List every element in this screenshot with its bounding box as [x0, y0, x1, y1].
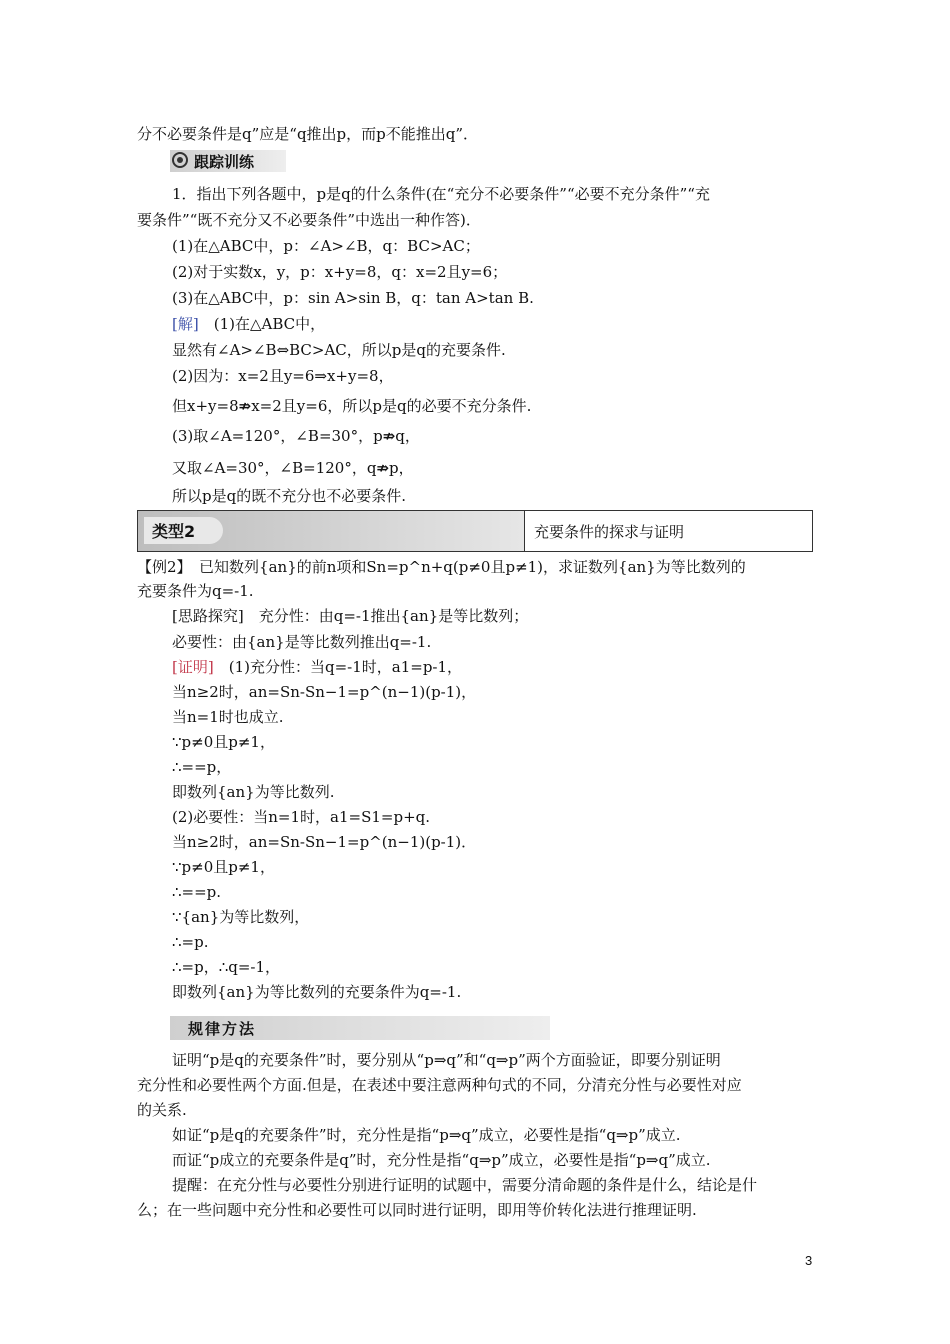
type-label: 类型2 — [144, 517, 223, 544]
proof-line-11: ∵{an}为等比数列， — [172, 908, 310, 926]
exercise-item-1: (1)在△ABC中，p：∠A>∠B，q：BC>AC； — [172, 237, 480, 255]
proof-line-12: ∴=p. — [172, 933, 209, 951]
rule-title: 规律方法 — [188, 1020, 257, 1038]
solution-line-4 — [172, 396, 531, 416]
page-number: 3 — [805, 1253, 813, 1268]
solution-text-5b: q， — [395, 427, 420, 445]
rule-p2: 如证“p是q的充要条件”时，充分性是指“p⇒q”成立，必要性是指“q⇒p”成立. — [172, 1126, 681, 1144]
not-implies-icon: ⇏ — [238, 397, 252, 415]
thinking-text-1: 充分性：由q=-1推出{an}是等比数列； — [258, 607, 529, 625]
not-implies-icon: ⇏ — [376, 459, 390, 477]
proof-line-5: ∴==p， — [172, 758, 232, 776]
proof-line-13: ∴=p，∴q=-1， — [172, 958, 281, 976]
thinking-tag: [思路探究] — [172, 607, 244, 625]
solution-text-4b: x=2且y=6，所以p是q的必要不充分条件. — [251, 397, 532, 415]
thinking-line-2: 必要性：由{an}是等比数列推出q=-1. — [172, 633, 432, 651]
rule-p1-line-1: 证明“p是q的充要条件”时，要分别从“p⇒q”和“q⇒p”两个方面验证，即要分别证明 — [172, 1051, 721, 1069]
rule-banner — [170, 1016, 550, 1040]
proof-line-6: 即数列{an}为等比数列. — [172, 783, 335, 801]
tracking-title: 跟踪训练 — [194, 153, 255, 171]
exercise-item-2: (2)对于实数x，y，p：x+y=8，q：x=2且y=6； — [172, 263, 508, 281]
proof-line-14: 即数列{an}为等比数列的充要条件为q=-1. — [172, 983, 462, 1001]
proof-line-7: (2)必要性：当n=1时，a1=S1=p+q. — [172, 808, 431, 826]
tracking-banner — [170, 150, 286, 172]
solution-text-1: (1)在△ABC中， — [213, 315, 326, 333]
example-line-2: 充要条件为q=-1. — [137, 582, 254, 600]
solution-text-4a: 但x+y=8 — [172, 397, 239, 415]
example-line-1: 【例2】 已知数列{an}的前n项和Sn=p^n+q(p≠0且p≠1)，求证数列{an}为等比数列的 — [137, 558, 746, 576]
not-implies-icon: ⇏ — [382, 427, 396, 445]
solution-line-3: (2)因为：x=2且y=6⇒x+y=8， — [172, 367, 394, 385]
target-icon — [172, 152, 188, 168]
solution-line-1 — [172, 314, 325, 334]
proof-tag: [证明] — [172, 658, 214, 676]
proof-line-9: ∵p≠0且p≠1， — [172, 858, 275, 876]
solution-tag: [解] — [172, 315, 199, 333]
proof-line-10: ∴==p. — [172, 883, 222, 901]
proof-line-1 — [172, 657, 462, 677]
proof-line-4: ∵p≠0且p≠1， — [172, 733, 275, 751]
type-header — [137, 510, 813, 552]
solution-line-6 — [172, 458, 414, 478]
rule-p1-line-3: 的关系. — [137, 1101, 187, 1119]
proof-line-8: 当n≥2时，an=Sn-Sn−1=p^(n−1)(p-1)． — [172, 833, 477, 851]
solution-line-5 — [172, 426, 420, 446]
rule-p4-line-2: 么；在一些问题中充分性和必要性可以同时进行证明，即用等价转化法进行推理证明. — [137, 1201, 697, 1219]
rule-p3: 而证“p成立的充要条件是q”时，充分性是指“q⇒p”成立，必要性是指“p⇒q”成立. — [172, 1151, 711, 1169]
proof-line-3: 当n=1时也成立. — [172, 708, 284, 726]
exercise-item-3: (3)在△ABC中，p：sin A>sin B，q：tan A>tan B. — [172, 289, 534, 307]
solution-text-6a: 又取∠A=30°，∠B=120°，q — [172, 459, 377, 477]
exercise-line-1: 1．指出下列各题中，p是q的什么条件(在“充分不必要条件”“必要不充分条件”“充 — [172, 185, 710, 203]
proof-line-2: 当n≥2时，an=Sn-Sn−1=p^(n−1)(p-1)， — [172, 683, 477, 701]
type-divider — [524, 511, 525, 551]
solution-line-7: 所以p是q的既不充分也不必要条件. — [172, 487, 406, 505]
type-title: 充要条件的探求与证明 — [534, 523, 685, 541]
rule-p4-line-1: 提醒：在充分性与必要性分别进行证明的试题中，需要分清命题的条件是什么，结论是什 — [172, 1176, 758, 1194]
intro-line: 分不必要条件是q”应是“q推出p，而p不能推出q”． — [137, 125, 479, 143]
proof-text-1: (1)充分性：当q=-1时，a1=p-1， — [228, 658, 463, 676]
exercise-line-2: 要条件”“既不充分又不必要条件”中选出一种作答)． — [137, 211, 481, 229]
solution-line-2: 显然有∠A>∠B⇔BC>AC，所以p是q的充要条件. — [172, 341, 506, 359]
solution-text-6b: p， — [389, 459, 414, 477]
thinking-line-1 — [172, 606, 528, 626]
solution-text-5a: (3)取∠A=120°，∠B=30°，p — [172, 427, 383, 445]
rule-p1-line-2: 充分性和必要性两个方面.但是，在表述中要注意两种句式的不同，分清充分性与必要性对应 — [137, 1076, 742, 1094]
type-tag — [138, 511, 524, 551]
